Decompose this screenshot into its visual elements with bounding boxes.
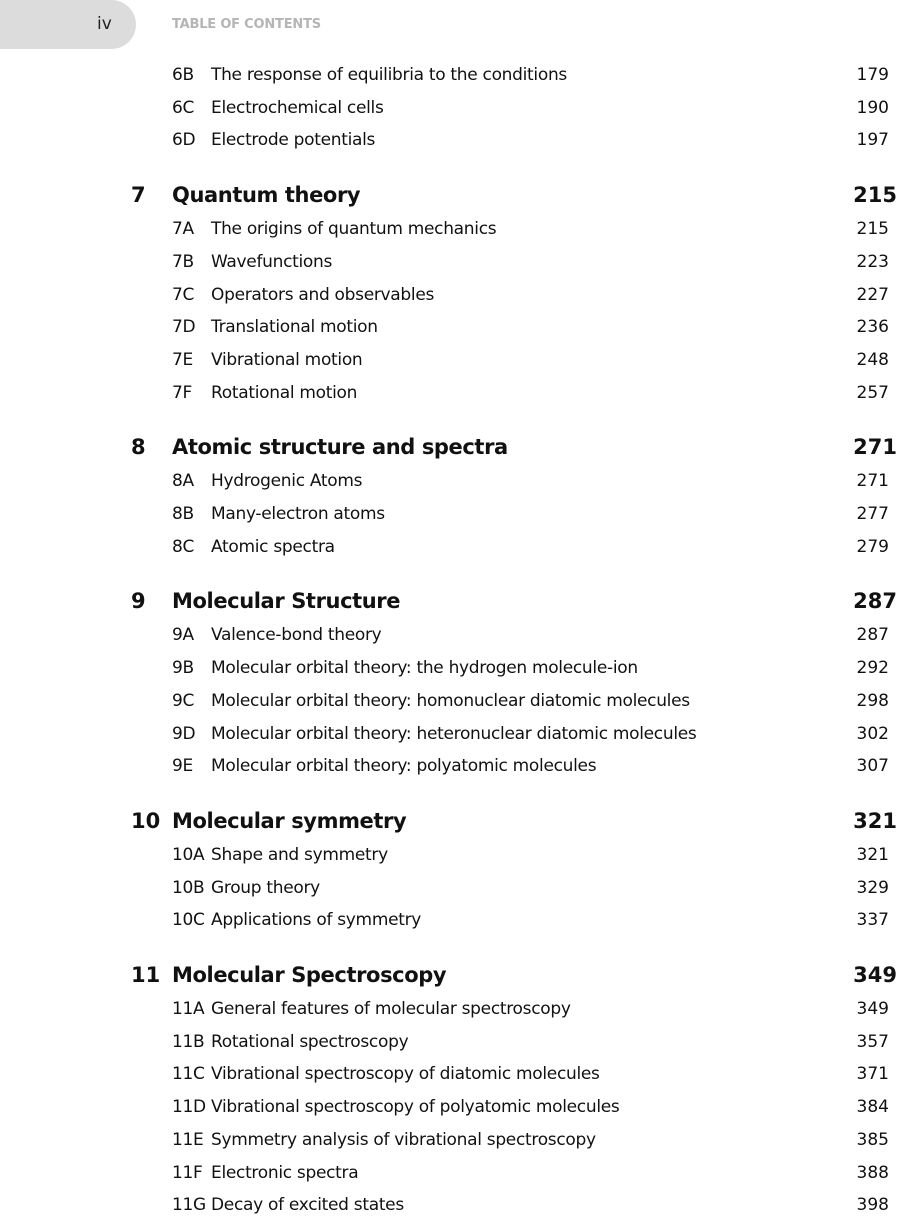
section-page-number: 227 xyxy=(856,284,889,305)
section-title: Many-electron atoms xyxy=(211,504,385,524)
chapter-number: 8 xyxy=(131,435,146,460)
section-page-number: 248 xyxy=(856,349,889,370)
section-code: 9E xyxy=(172,756,193,777)
chapter-page-number: 349 xyxy=(853,963,897,987)
section-title: Electrochemical cells xyxy=(211,97,384,118)
chapter-page-number: 215 xyxy=(853,183,897,208)
section-page-number: 388 xyxy=(856,1162,889,1183)
chapter-title: Molecular symmetry xyxy=(172,808,407,833)
section-title: Shape and symmetry xyxy=(211,844,388,865)
section-code: 7E xyxy=(172,349,193,370)
section-page-number: 329 xyxy=(856,877,889,898)
toc-section-row[interactable] xyxy=(0,252,897,276)
toc-chapter-row[interactable] xyxy=(0,809,897,839)
section-title: Translational motion xyxy=(211,317,378,338)
section-title: Vibrational spectroscopy of polyatomic molecules xyxy=(211,1097,620,1118)
toc-section-row[interactable] xyxy=(0,504,897,528)
section-code: 11F xyxy=(172,1162,203,1183)
section-code: 6B xyxy=(172,65,194,85)
toc-section-row[interactable] xyxy=(0,625,897,649)
section-page-number: 292 xyxy=(856,658,889,679)
section-title: Symmetry analysis of vibrational spectroscopy xyxy=(211,1129,596,1150)
running-head: TABLE OF CONTENTS xyxy=(172,17,321,32)
section-code: 11G xyxy=(172,1195,206,1216)
section-page-number: 223 xyxy=(856,251,889,272)
section-title: Applications of symmetry xyxy=(211,910,422,931)
section-title: Molecular orbital theory: the hydrogen molecule-ion xyxy=(211,658,638,679)
section-page-number: 307 xyxy=(856,756,889,777)
section-page-number: 337 xyxy=(856,910,889,931)
section-code: 7F xyxy=(172,382,192,403)
section-title: The origins of quantum mechanics xyxy=(211,219,497,240)
section-page-number: 349 xyxy=(856,999,889,1019)
chapter-number: 9 xyxy=(131,589,146,614)
section-code: 11D xyxy=(172,1097,206,1118)
section-title: Group theory xyxy=(211,877,320,898)
toc-section-row[interactable] xyxy=(0,1032,897,1056)
section-code: 10A xyxy=(172,844,205,865)
section-code: 10C xyxy=(172,910,205,931)
section-page-number: 277 xyxy=(856,504,889,524)
section-page-number: 398 xyxy=(856,1195,889,1216)
section-page-number: 197 xyxy=(856,130,889,151)
section-page-number: 236 xyxy=(856,317,889,338)
section-title: Valence-bond theory xyxy=(211,625,382,646)
toc-section-row[interactable] xyxy=(0,98,897,122)
section-code: 11B xyxy=(172,1031,205,1052)
toc-section-row[interactable] xyxy=(0,219,897,243)
section-code: 9A xyxy=(172,625,194,646)
section-code: 7C xyxy=(172,284,195,305)
toc-section-row[interactable] xyxy=(0,1097,897,1121)
section-code: 8A xyxy=(172,471,194,492)
chapter-number: 7 xyxy=(131,183,146,208)
toc-section-row[interactable] xyxy=(0,878,897,902)
toc-section-row[interactable] xyxy=(0,130,897,154)
section-page-number: 298 xyxy=(856,690,889,711)
section-code: 6C xyxy=(172,97,195,118)
section-title: Operators and observables xyxy=(211,284,435,305)
section-page-number: 321 xyxy=(856,844,889,865)
toc-section-row[interactable] xyxy=(0,383,897,407)
section-page-number: 271 xyxy=(856,471,889,492)
toc-chapter-row[interactable] xyxy=(0,589,897,619)
section-title: Molecular orbital theory: polyatomic molecules xyxy=(211,756,597,777)
toc-chapter-row[interactable] xyxy=(0,963,897,993)
chapter-page-number: 287 xyxy=(853,589,897,614)
section-code: 9C xyxy=(172,690,195,711)
section-page-number: 279 xyxy=(856,536,889,557)
toc-section-row[interactable] xyxy=(0,756,897,780)
section-code: 6D xyxy=(172,130,196,151)
toc-section-row[interactable] xyxy=(0,845,897,869)
section-page-number: 371 xyxy=(856,1064,889,1085)
chapter-number: 10 xyxy=(131,808,161,833)
toc-section-row[interactable] xyxy=(0,65,897,89)
toc-section-row[interactable] xyxy=(0,1195,897,1219)
toc-chapter-row[interactable] xyxy=(0,183,897,213)
toc-section-row[interactable] xyxy=(0,999,897,1023)
section-code: 7A xyxy=(172,219,194,240)
chapter-title: Molecular Structure xyxy=(172,589,401,614)
toc-section-row[interactable] xyxy=(0,1163,897,1187)
chapter-title: Quantum theory xyxy=(172,183,361,208)
section-title: Molecular orbital theory: homonuclear diatomic molecules xyxy=(211,690,690,711)
section-page-number: 190 xyxy=(856,97,889,118)
chapter-title: Atomic structure and spectra xyxy=(172,435,508,460)
section-code: 9D xyxy=(172,723,196,744)
section-code: 10B xyxy=(172,877,205,898)
section-code: 11E xyxy=(172,1129,204,1150)
section-page-number: 385 xyxy=(856,1129,889,1150)
section-title: Atomic spectra xyxy=(211,536,335,557)
section-code: 8B xyxy=(172,504,194,524)
section-title: Wavefunctions xyxy=(211,251,333,272)
chapter-number: 11 xyxy=(131,963,161,987)
page-number: iv xyxy=(97,14,112,34)
section-page-number: 287 xyxy=(856,625,889,646)
toc-section-row[interactable] xyxy=(0,471,897,495)
section-title: Electrode potentials xyxy=(211,130,376,151)
chapter-page-number: 321 xyxy=(853,808,897,833)
section-page-number: 357 xyxy=(856,1031,889,1052)
section-page-number: 384 xyxy=(856,1097,889,1118)
section-code: 7D xyxy=(172,317,196,338)
toc-section-row[interactable] xyxy=(0,537,897,561)
section-code: 7B xyxy=(172,251,194,272)
section-title: Rotational motion xyxy=(211,382,358,403)
section-title: General features of molecular spectroscopy xyxy=(211,999,571,1019)
section-page-number: 302 xyxy=(856,723,889,744)
toc-section-row[interactable] xyxy=(0,724,897,748)
section-code: 11C xyxy=(172,1064,205,1085)
section-page-number: 215 xyxy=(856,219,889,240)
section-code: 9B xyxy=(172,658,194,679)
toc-section-row[interactable] xyxy=(0,317,897,341)
section-page-number: 179 xyxy=(856,65,889,85)
toc-section-row[interactable] xyxy=(0,691,897,715)
toc-section-row[interactable] xyxy=(0,910,897,934)
chapter-title: Molecular Spectroscopy xyxy=(172,963,447,987)
chapter-page-number: 271 xyxy=(853,435,897,460)
toc-section-row[interactable] xyxy=(0,658,897,682)
section-title: Hydrogenic Atoms xyxy=(211,471,363,492)
toc-section-row[interactable] xyxy=(0,1130,897,1154)
toc-section-row[interactable] xyxy=(0,1064,897,1088)
toc-section-row[interactable] xyxy=(0,285,897,309)
section-title: The response of equilibria to the conditions xyxy=(211,65,567,85)
section-title: Decay of excited states xyxy=(211,1195,404,1216)
section-code: 8C xyxy=(172,536,195,557)
toc-chapter-row[interactable] xyxy=(0,435,897,465)
section-title: Vibrational motion xyxy=(211,349,363,370)
section-title: Rotational spectroscopy xyxy=(211,1031,409,1052)
section-title: Molecular orbital theory: heteronuclear diatomic molecules xyxy=(211,723,697,744)
toc-section-row[interactable] xyxy=(0,350,897,374)
section-title: Electronic spectra xyxy=(211,1162,359,1183)
section-code: 11A xyxy=(172,999,205,1019)
section-page-number: 257 xyxy=(856,382,889,403)
section-title: Vibrational spectroscopy of diatomic molecules xyxy=(211,1064,600,1085)
